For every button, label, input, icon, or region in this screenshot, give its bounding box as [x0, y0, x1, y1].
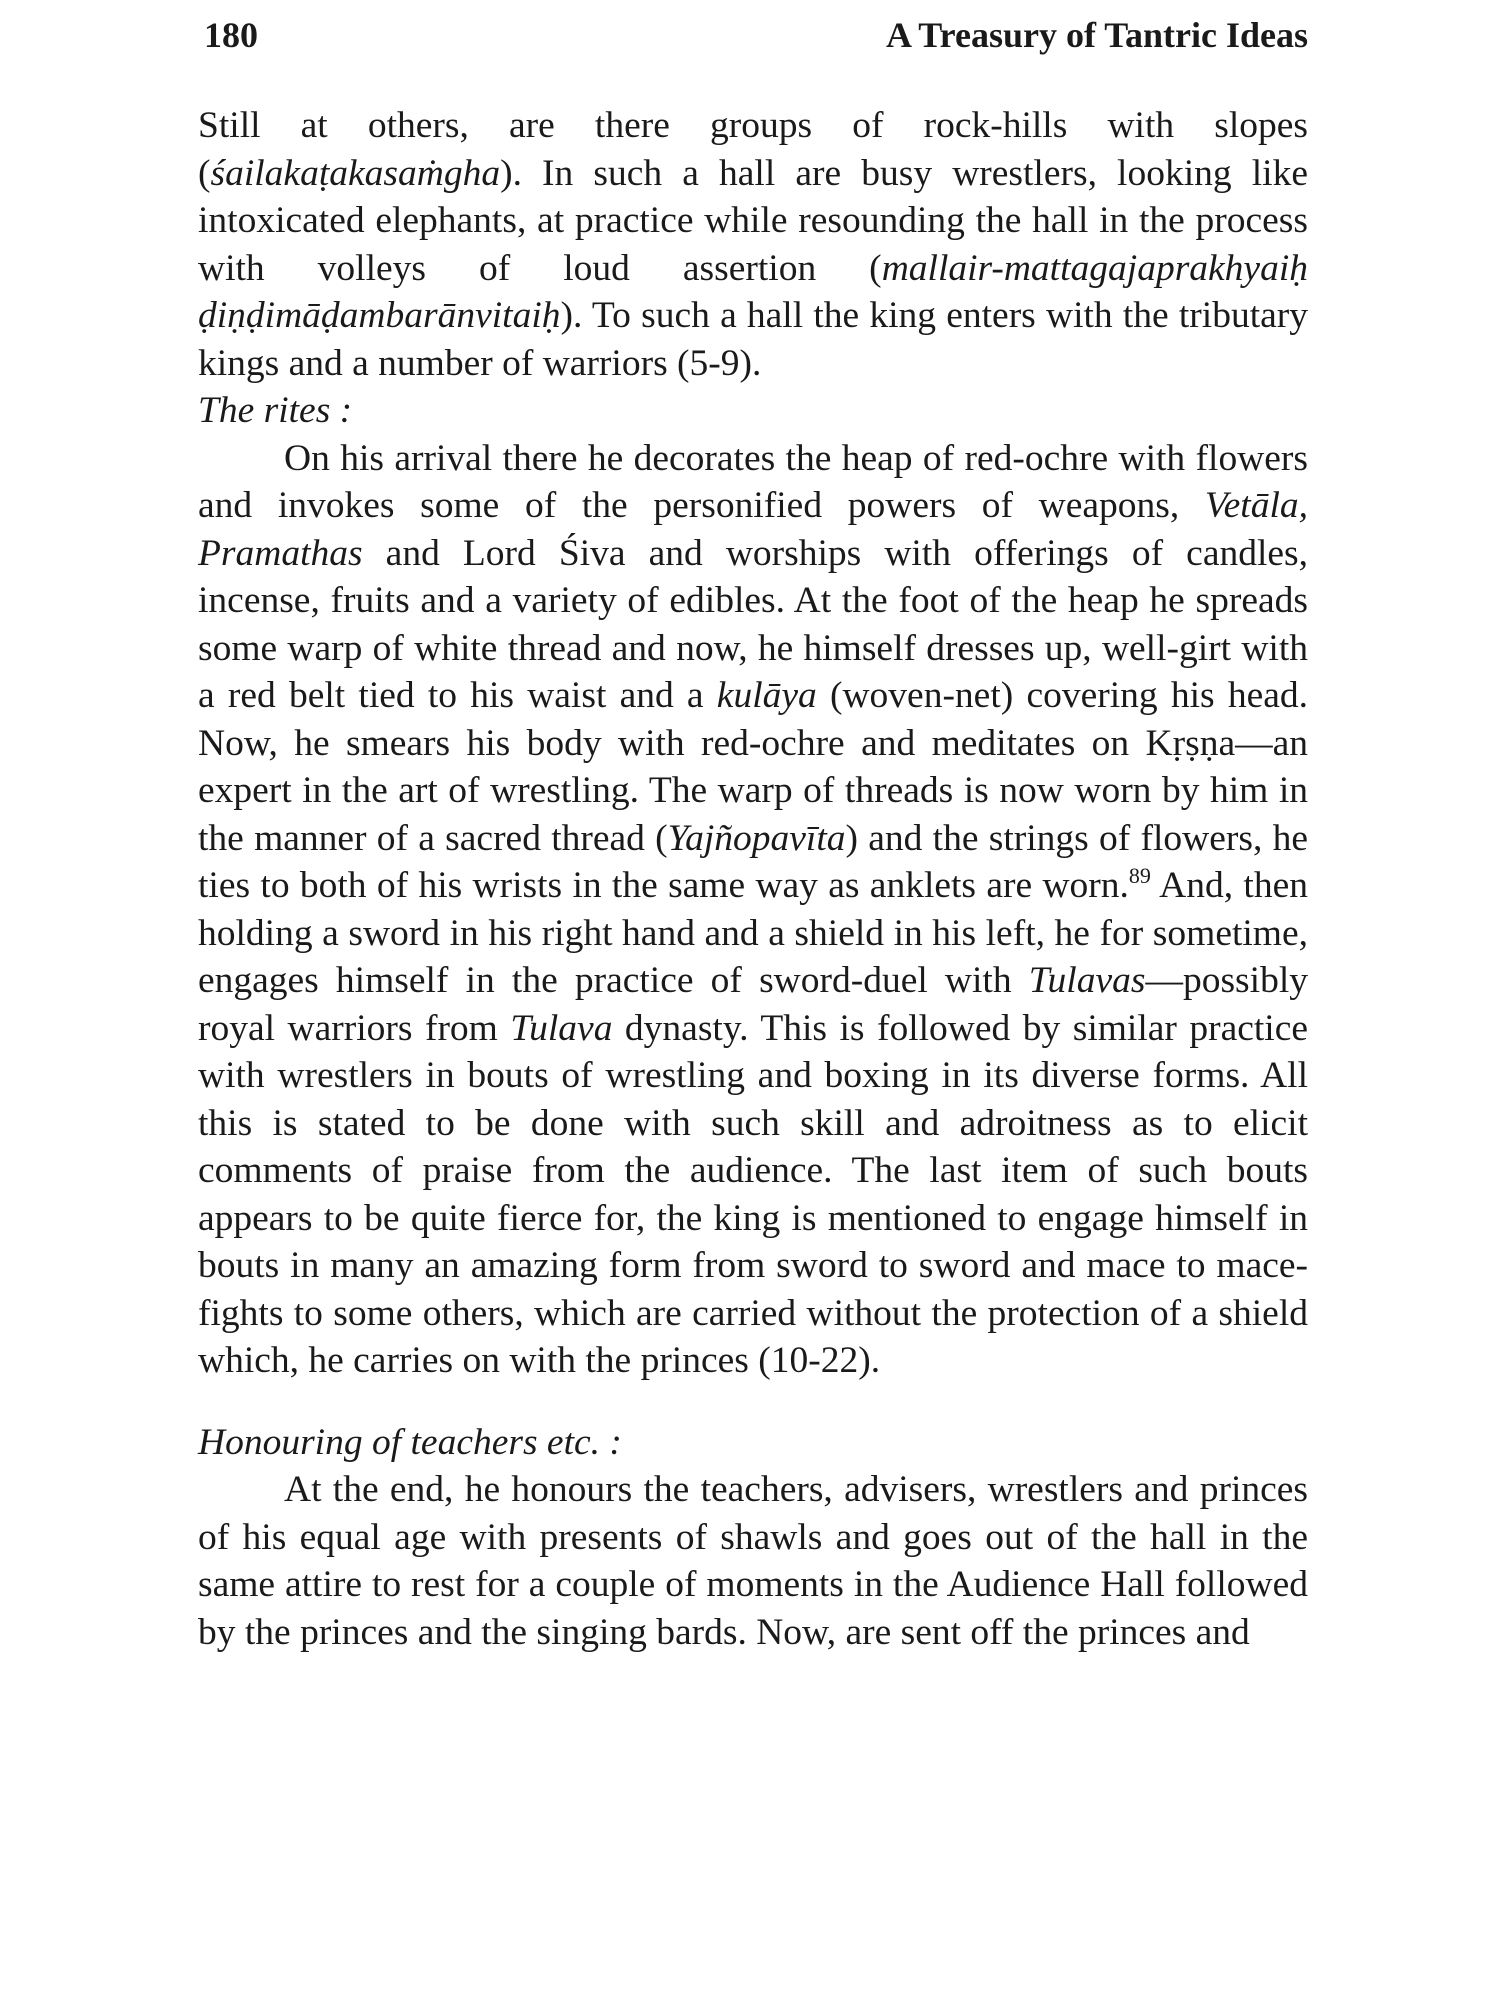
- sanskrit-term: Vetāla, Pramathas: [198, 485, 1308, 574]
- paragraph-rites: [198, 435, 1308, 1385]
- text-run: And, then holding a sword in his right hand and a shield in his left, he for sometime, engages himself in the practice of sword-duel with: [198, 865, 1308, 1001]
- text-run: ). To such a hall the king enters with the tributary kings and a number of warriors (5-9).: [198, 295, 1308, 384]
- book-page: [198, 0, 1308, 2000]
- sanskrit-term: Tulavas: [1028, 960, 1146, 1001]
- text-run: ) and the strings of flowers, he ties to both of his wrists in the same way as anklets are worn.: [198, 817, 1308, 906]
- book-title: A Treasury of Tantric Ideas: [885, 15, 1308, 55]
- text-run: ). In such a hall are busy wrestlers, looking like intoxicated elephants, at practice while resounding the hall in the process with volleys of loud assertion (: [198, 152, 1308, 289]
- section-heading-honouring: Honouring of teachers etc. :: [198, 1421, 622, 1463]
- page-number: 180: [204, 15, 258, 55]
- body-text: [198, 102, 1308, 1656]
- sanskrit-term: Tulava: [510, 1007, 613, 1049]
- text-run: dynasty. This is followed by similar practice with wrestlers in bouts of wrestling and boxing in its diverse forms. All this is stated to be done with such skill and adroitness as to elicit comments of praise from the audience. The last item of such bouts appears to be quite fierce for, the king is mentioned to engage himself in bouts in many an amazing form from sword to sword and mace to mace-fights to some others, which are carried without the protection of a shield which, he carries on with the princes (10-22).: [198, 1007, 1309, 1381]
- sanskrit-quote: mallair-mattagajaprakhyaiḥ ḍiṇḍimāḍambarānvitaiḥ: [198, 247, 1308, 336]
- paragraph-honouring: At the end, he honours the teachers, advisers, wrestlers and princes of his equal age with presents of shawls and goes out of the hall in the same attire to rest for a couple of moments in the Audience Hall followed by the princes and the singing bards. Now, are sent off the princes and: [198, 1469, 1308, 1653]
- section-heading-rites: The rites :: [198, 390, 353, 431]
- footnote-marker: 89: [1128, 863, 1151, 888]
- text-run: —possibly royal warriors from: [198, 960, 1308, 1049]
- text-run: (woven-net) covering his head. Now, he smears his body with red-ochre and meditates on Kṛṣṇa—an expert in the art of wrestling. The warp of threads is now worn by him in the manner of a sacred thread (: [198, 675, 1308, 859]
- sanskrit-term: kulāya: [716, 675, 817, 716]
- text-run: and Lord Śiva and worships with offerings of candles, incense, fruits and a variety of edibles. At the foot of the heap he spreads some warp of white thread and now, he himself dresses up, well-girt with a red belt tied to his waist and a: [198, 532, 1308, 716]
- sanskrit-term: Yajñopavīta: [667, 817, 846, 859]
- running-head: [198, 14, 1308, 64]
- paragraph-hall-description: [198, 102, 1308, 387]
- text-run: Still at others, are there groups of rock-hills with slopes (: [198, 105, 1308, 194]
- text-run: On his arrival there he decorates the heap of red-ochre with flowers and invokes some of the personified powers of weapons,: [198, 437, 1308, 526]
- sanskrit-term: śailakaṭakasaṁgha: [210, 152, 501, 194]
